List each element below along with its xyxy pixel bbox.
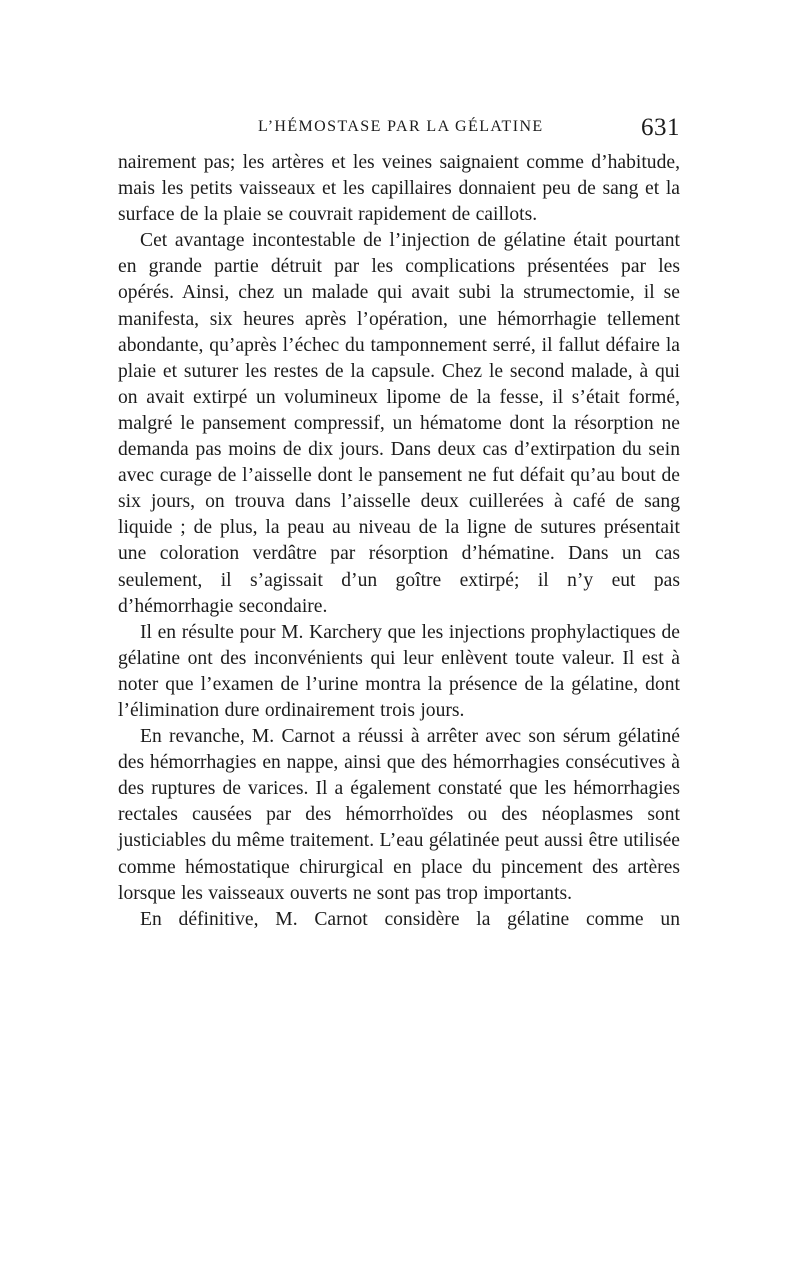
paragraph-3: Il en résulte pour M. Karchery que les injections prophylactiques de gélatine ont des inconvénients qui leur enlèvent toute valeur. Il est à noter que l’examen de l’urine montra la présence de la gélatine, dont l’élimination dure ordinairement trois jours. [118, 621, 680, 721]
running-head [118, 114, 680, 144]
page-number: 631 [641, 114, 680, 141]
paragraph-4: En revanche, M. Carnot a réussi à arrêter avec son sérum gélatiné des hémorrhagies en nappe, ainsi que des hémorrhagies consécutives à des ruptures de varices. Il a également constaté que les hémorrhagies rectales causées par des hémorrhoïdes ou des néoplasmes sont justiciables du même traitement. L’eau gélatinée peut aussi être utilisée comme hémostatique chirurgical en place du pincement des artères lorsque les vaisseaux ouverts ne sont pas trop importants. [118, 726, 681, 904]
running-title: L’HÉMOSTASE PAR LA GÉLATINE [258, 118, 544, 135]
paragraph-2: Cet avantage incontestable de l’injection de gélatine était pourtant en grande partie détruit par les complications présentées par les opérés. Ainsi, chez un malade qui avait subi la strumectomie, il se manifesta, six heures après l’opération, une hémorrhagie tellement abondante, qu’après l’échec du tamponnement serré, il fallut défaire la plaie et suturer les restes de la capsule. Chez le second malade, à qui on avait extirpé un volumineux lipome de la fesse, il s’était formé, malgré le pansement compressif, un hématome dont la résorption ne demanda pas moins de dix jours. Dans deux cas d’extirpation du sein avec curage de l’aisselle dont le pansement ne fut défait qu’au bout de six jours, on trouva dans l’aisselle deux cuillerées à café de sang liquide ; de plus, la peau au niveau de la ligne de sutures présentait une coloration verdâtre par résorption d’hématine. Dans un cas seulement, il s’agissait d’un goître extirpé; il n’y eut pas d’hémorrhagie secondaire. [118, 230, 680, 617]
body-text [118, 150, 680, 933]
paragraph-5: En définitive, M. Carnot considère la gélatine comme un [140, 908, 680, 930]
paragraph-1: nairement pas; les artères et les veines saignaient comme d’habitude, mais les petits vaisseaux et les capillaires donnaient peu de sang et la surface de la plaie se couvrait rapidement de caillots. [118, 152, 680, 226]
